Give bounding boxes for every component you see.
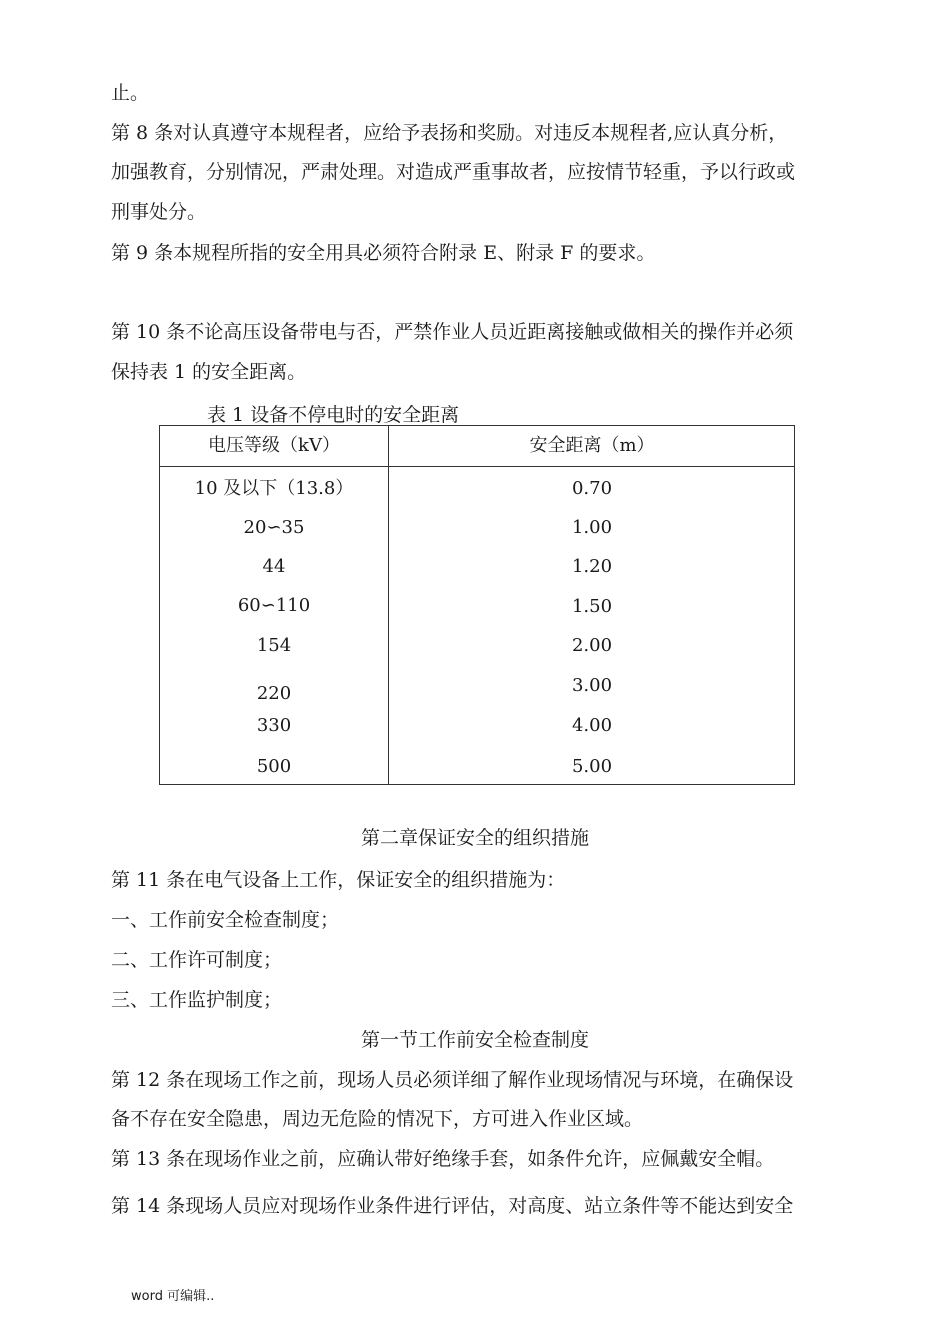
table-cell-distance: 1.00 — [571, 517, 613, 538]
table-cell-voltage: 60∽110 — [237, 595, 311, 616]
section-title: 第一节工作前安全检查制度 — [360, 1029, 589, 1051]
paragraph-line: 止。 — [111, 82, 150, 104]
paragraph-line: 第 11 条在电气设备上工作，保证安全的组织措施为： — [111, 869, 566, 891]
paragraph-line: 保持表 1 的安全距离。 — [111, 361, 307, 383]
table-header-voltage: 电压等级（kV） — [208, 435, 340, 456]
paragraph-line: 第 14 条现场人员应对现场作业条件进行评估，对高度、站立条件等不能达到安全 — [111, 1195, 794, 1217]
list-item: 二、工作许可制度； — [111, 949, 283, 971]
paragraph-line: 第 10 条不论高压设备带电与否，严禁作业人员近距离接触或做相关的操作并必须 — [111, 321, 794, 343]
table-cell-distance: 3.00 — [571, 675, 613, 696]
table-cell-distance: 2.00 — [571, 635, 613, 656]
table-cell-distance: 5.00 — [571, 756, 613, 777]
table-title: 表 1 设备不停电时的安全距离 — [207, 404, 460, 426]
table-cell-distance: 1.50 — [571, 596, 613, 617]
safety-distance-table — [159, 425, 795, 785]
table-cell-voltage: 500 — [256, 756, 292, 777]
table-cell-voltage: 330 — [256, 715, 292, 736]
paragraph-line: 备不存在安全隐患，周边无危险的情况下，方可进入作业区域。 — [111, 1108, 644, 1130]
paragraph-line: 刑事处分。 — [111, 201, 207, 223]
list-item: 一、工作前安全检查制度； — [111, 909, 340, 931]
table-header-distance: 安全距离（m） — [529, 435, 655, 456]
table-cell-voltage: 44 — [262, 556, 286, 577]
table-cell-voltage: 10 及以下（13.8） — [194, 478, 354, 499]
page-footer: word 可编辑.. — [131, 1289, 215, 1304]
table-cell-distance: 0.70 — [571, 478, 613, 499]
paragraph-line: 第 9 条本规程所指的安全用具必须符合附录 E、附录 F 的要求。 — [111, 242, 656, 264]
table-cell-distance: 1.20 — [571, 556, 613, 577]
chapter-title: 第二章保证安全的组织措施 — [360, 827, 589, 849]
table-cell-voltage: 154 — [256, 635, 292, 656]
table-cell-voltage: 220 — [256, 683, 292, 704]
paragraph-line: 加强教育，分别情况，严肃处理。对造成严重事故者，应按情节轻重，予以行政或 — [111, 161, 796, 183]
table-cell-distance: 4.00 — [571, 715, 613, 736]
table-header-divider — [160, 466, 794, 467]
paragraph-line: 第 12 条在现场工作之前，现场人员必须详细了解作业现场情况与环境，在确保设 — [111, 1069, 794, 1091]
paragraph-line: 第 8 条对认真遵守本规程者，应给予表扬和奖励。对违反本规程者,应认真分析， — [111, 122, 788, 144]
paragraph-line: 第 13 条在现场作业之前，应确认带好绝缘手套，如条件允许，应佩戴安全帽。 — [111, 1148, 775, 1170]
table-cell-voltage: 20∽35 — [243, 517, 305, 538]
list-item: 三、工作监护制度； — [111, 989, 283, 1011]
